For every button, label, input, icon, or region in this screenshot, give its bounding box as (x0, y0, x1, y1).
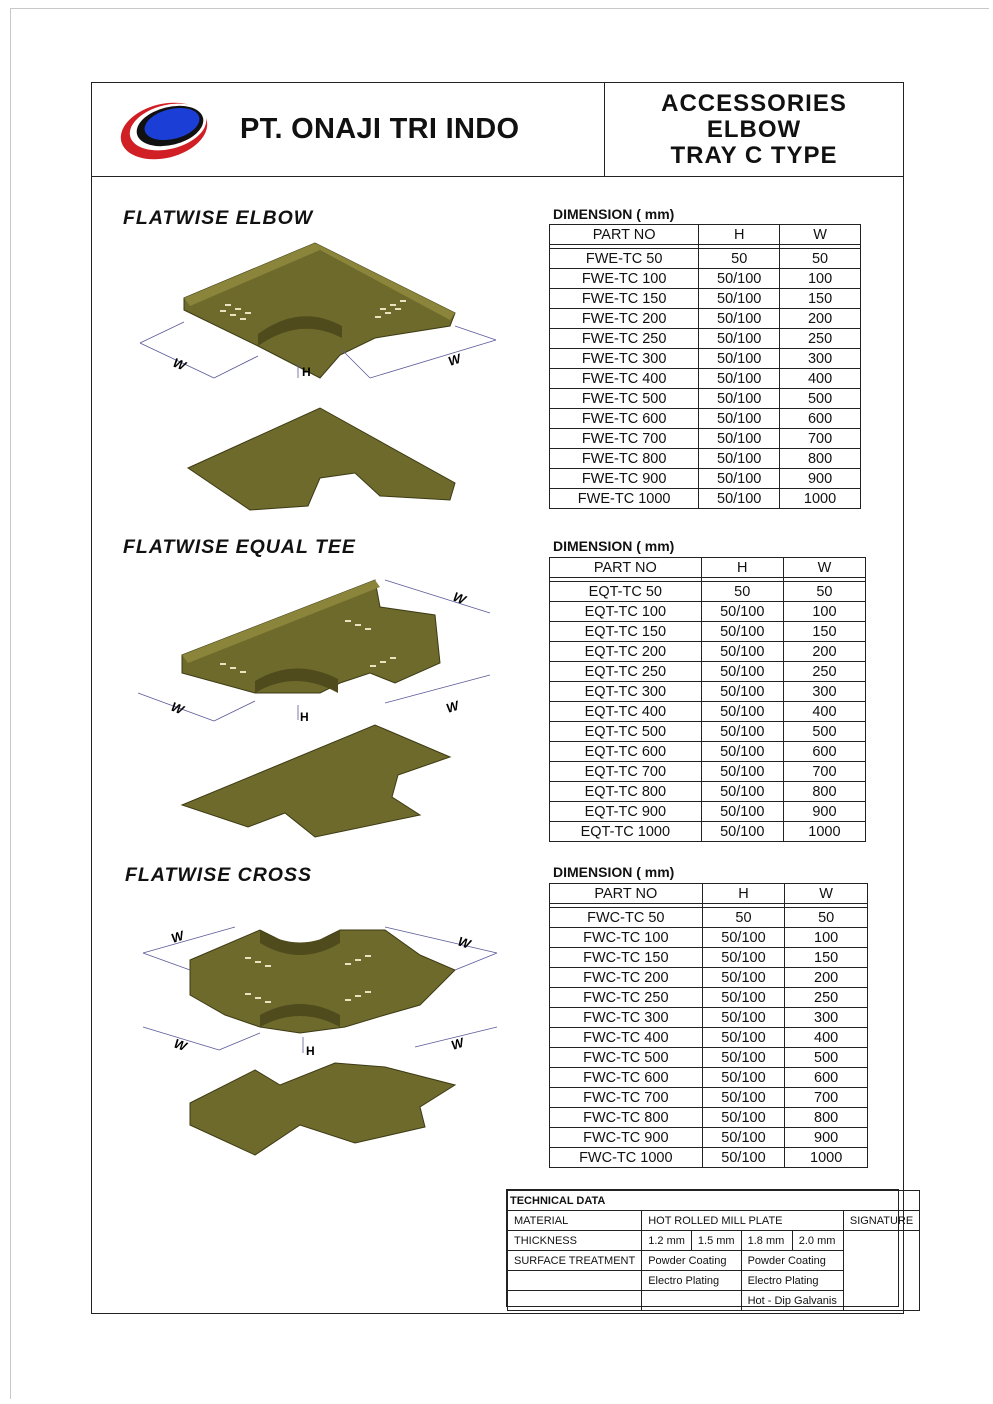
height-cell: 50/100 (701, 802, 783, 822)
table-row (550, 489, 861, 509)
table-row (550, 908, 868, 928)
part-no-cell: FWE-TC 200 (550, 309, 699, 329)
width-mark: W (446, 350, 463, 369)
part-no-cell: FWE-TC 100 (550, 269, 699, 289)
height-cell: 50/100 (702, 968, 785, 988)
height-cell: 50/100 (699, 389, 780, 409)
surface-treatment-label: SURFACE TREATMENT (508, 1251, 642, 1271)
table-row (550, 1128, 868, 1148)
table-row (550, 822, 866, 842)
height-cell: 50/100 (702, 1048, 785, 1068)
table-row (550, 469, 861, 489)
empty-cell (508, 1271, 642, 1291)
flatwise-cross-illustration (135, 915, 510, 1165)
part-no-cell: FWC-TC 600 (550, 1068, 703, 1088)
part-no-cell: EQT-TC 200 (550, 642, 702, 662)
width-cell: 300 (783, 682, 865, 702)
flatwise-elbow-illustration (130, 238, 510, 518)
part-no-cell: FWC-TC 500 (550, 1048, 703, 1068)
height-cell: 50/100 (701, 762, 783, 782)
part-no-cell: FWE-TC 50 (550, 249, 699, 269)
technical-data-box (506, 1189, 914, 1307)
table-row (550, 1088, 868, 1108)
width-cell: 700 (785, 1088, 868, 1108)
height-cell: 50/100 (699, 329, 780, 349)
width-cell: 50 (783, 582, 865, 602)
part-no-cell: FWE-TC 300 (550, 349, 699, 369)
height-cell: 50/100 (701, 642, 783, 662)
material-value: HOT ROLLED MILL PLATE (642, 1211, 844, 1231)
height-cell: 50/100 (702, 928, 785, 948)
dimension-label-cross: DIMENSION ( mm) (553, 864, 675, 880)
table-header-row (550, 558, 866, 578)
height-cell: 50/100 (701, 822, 783, 842)
thickness-label: THICKNESS (508, 1231, 642, 1251)
table-row (550, 409, 861, 429)
table-row (550, 602, 866, 622)
column-header: W (783, 558, 865, 578)
width-cell: 600 (785, 1068, 868, 1088)
width-cell: 600 (783, 742, 865, 762)
table-row (550, 702, 866, 722)
signature-label: SIGNATURE (843, 1211, 919, 1231)
table-row (550, 449, 861, 469)
table-row (550, 349, 861, 369)
thickness-value: 1.5 mm (691, 1231, 741, 1251)
height-cell: 50/100 (701, 622, 783, 642)
part-no-cell: FWC-TC 900 (550, 1128, 703, 1148)
tee-tray-drawing (182, 580, 440, 693)
column-header: W (785, 884, 868, 904)
width-mark: W (449, 1034, 466, 1053)
part-no-cell: FWE-TC 150 (550, 289, 699, 309)
table-row (550, 582, 866, 602)
dimension-label-elbow: DIMENSION ( mm) (553, 206, 675, 222)
width-mark: W (456, 933, 473, 952)
part-no-cell: EQT-TC 500 (550, 722, 702, 742)
width-cell: 100 (783, 602, 865, 622)
technical-data-table (507, 1190, 920, 1311)
table-row (550, 802, 866, 822)
height-cell: 50/100 (702, 1128, 785, 1148)
table-row (550, 1068, 868, 1088)
column-header: PART NO (550, 558, 702, 578)
cross-tray-drawing (190, 930, 455, 1033)
width-cell: 150 (780, 289, 861, 309)
table-row (550, 1048, 868, 1068)
part-no-cell: FWE-TC 700 (550, 429, 699, 449)
width-cell: 100 (780, 269, 861, 289)
surface-option: Hot - Dip Galvanis (741, 1291, 843, 1311)
section-title-cross: FLATWISE CROSS (125, 864, 312, 886)
part-no-cell: EQT-TC 150 (550, 622, 702, 642)
table-row (550, 742, 866, 762)
table-row (550, 1008, 868, 1028)
thickness-value: 2.0 mm (792, 1231, 843, 1251)
part-no-cell: FWE-TC 600 (550, 409, 699, 429)
table-row (550, 1028, 868, 1048)
width-cell: 1000 (780, 489, 861, 509)
width-cell: 1000 (783, 822, 865, 842)
table-row (550, 389, 861, 409)
part-no-cell: FWC-TC 100 (550, 928, 703, 948)
header (92, 83, 903, 177)
part-no-cell: EQT-TC 1000 (550, 822, 702, 842)
width-mark: W (444, 697, 461, 716)
width-cell: 250 (780, 329, 861, 349)
width-cell: 800 (785, 1108, 868, 1128)
height-cell: 50/100 (699, 429, 780, 449)
column-header: PART NO (550, 225, 699, 245)
table-row (550, 782, 866, 802)
table-row (550, 249, 861, 269)
elbow-tray-drawing (184, 243, 455, 378)
signature-area (843, 1231, 919, 1311)
width-cell: 900 (783, 802, 865, 822)
height-cell: 50/100 (699, 309, 780, 329)
table-row (550, 642, 866, 662)
width-cell: 600 (780, 409, 861, 429)
surface-option: Electro Plating (642, 1271, 741, 1291)
material-label: MATERIAL (508, 1211, 642, 1231)
height-cell: 50/100 (699, 269, 780, 289)
height-cell: 50/100 (701, 662, 783, 682)
tee-plate-drawing (182, 725, 450, 837)
height-cell: 50/100 (701, 702, 783, 722)
width-cell: 900 (785, 1128, 868, 1148)
height-cell: 50/100 (702, 988, 785, 1008)
dimension-table-tee (549, 557, 866, 842)
surface-option: Powder Coating (741, 1251, 843, 1271)
width-cell: 50 (785, 908, 868, 928)
width-cell: 200 (780, 309, 861, 329)
width-cell: 500 (780, 389, 861, 409)
table-row (550, 722, 866, 742)
height-cell: 50/100 (702, 1088, 785, 1108)
height-cell: 50/100 (699, 449, 780, 469)
height-cell: 50/100 (701, 722, 783, 742)
part-no-cell: EQT-TC 600 (550, 742, 702, 762)
header-company-cell (92, 83, 605, 176)
doc-title-line-1: ACCESSORIES (661, 90, 847, 117)
table-row (550, 662, 866, 682)
column-header: PART NO (550, 884, 703, 904)
table-row (550, 948, 868, 968)
part-no-cell: FWC-TC 300 (550, 1008, 703, 1028)
height-cell: 50/100 (701, 782, 783, 802)
surface-option: Powder Coating (642, 1251, 741, 1271)
part-no-cell: FWC-TC 400 (550, 1028, 703, 1048)
width-mark: W (168, 698, 186, 718)
width-cell: 150 (783, 622, 865, 642)
company-logo-icon (114, 93, 224, 165)
elbow-plate-drawing (188, 408, 455, 510)
flatwise-tee-illustration (130, 575, 510, 845)
table-row (550, 309, 861, 329)
section-title-tee: FLATWISE EQUAL TEE (123, 536, 356, 558)
part-no-cell: FWC-TC 200 (550, 968, 703, 988)
width-cell: 100 (785, 928, 868, 948)
width-cell: 200 (785, 968, 868, 988)
technical-data-title: TECHNICAL DATA (508, 1191, 920, 1211)
height-cell: 50/100 (701, 742, 783, 762)
width-cell: 200 (783, 642, 865, 662)
column-header: H (701, 558, 783, 578)
table-row (550, 988, 868, 1008)
height-cell: 50/100 (702, 1108, 785, 1128)
height-cell: 50/100 (699, 369, 780, 389)
height-cell: 50 (699, 249, 780, 269)
part-no-cell: FWE-TC 1000 (550, 489, 699, 509)
part-no-cell: EQT-TC 800 (550, 782, 702, 802)
width-cell: 800 (783, 782, 865, 802)
thickness-value: 1.8 mm (741, 1231, 792, 1251)
table-row (550, 1108, 868, 1128)
height-cell: 50 (702, 908, 785, 928)
part-no-cell: FWC-TC 800 (550, 1108, 703, 1128)
part-no-cell: FWC-TC 700 (550, 1088, 703, 1108)
width-cell: 400 (785, 1028, 868, 1048)
height-cell: 50/100 (699, 349, 780, 369)
cross-plate-drawing (190, 1063, 455, 1155)
table-header-row (550, 884, 868, 904)
surface-option (642, 1291, 741, 1311)
dimension-label-tee: DIMENSION ( mm) (553, 538, 675, 554)
width-cell: 400 (783, 702, 865, 722)
table-row (550, 762, 866, 782)
height-cell: 50/100 (702, 1068, 785, 1088)
width-mark: W (450, 588, 468, 608)
height-cell: 50/100 (702, 1148, 785, 1168)
doc-title-line-2: ELBOW (706, 116, 802, 143)
width-cell: 700 (783, 762, 865, 782)
part-no-cell: FWE-TC 250 (550, 329, 699, 349)
width-cell: 300 (785, 1008, 868, 1028)
width-mark: W (169, 927, 186, 946)
empty-cell (508, 1291, 642, 1311)
height-cell: 50 (701, 582, 783, 602)
part-no-cell: FWE-TC 900 (550, 469, 699, 489)
width-cell: 400 (780, 369, 861, 389)
table-row (550, 269, 861, 289)
width-cell: 150 (785, 948, 868, 968)
part-no-cell: FWE-TC 800 (550, 449, 699, 469)
part-no-cell: EQT-TC 50 (550, 582, 702, 602)
height-cell: 50/100 (702, 1028, 785, 1048)
part-no-cell: FWC-TC 150 (550, 948, 703, 968)
width-cell: 500 (785, 1048, 868, 1068)
part-no-cell: FWC-TC 50 (550, 908, 703, 928)
part-no-cell: EQT-TC 700 (550, 762, 702, 782)
section-title-elbow: FLATWISE ELBOW (123, 207, 314, 229)
part-no-cell: FWE-TC 500 (550, 389, 699, 409)
part-no-cell: EQT-TC 300 (550, 682, 702, 702)
height-cell: 50/100 (699, 289, 780, 309)
width-cell: 500 (783, 722, 865, 742)
height-cell: 50/100 (699, 489, 780, 509)
part-no-cell: FWC-TC 250 (550, 988, 703, 1008)
doc-title-line-3: TRAY C TYPE (670, 142, 838, 169)
height-cell: 50/100 (699, 469, 780, 489)
table-row (550, 968, 868, 988)
height-cell: 50/100 (702, 1008, 785, 1028)
width-mark: W (171, 1035, 189, 1055)
width-cell: 50 (780, 249, 861, 269)
table-row (550, 289, 861, 309)
width-cell: 800 (780, 449, 861, 469)
table-row (550, 928, 868, 948)
column-header: H (702, 884, 785, 904)
width-cell: 250 (785, 988, 868, 1008)
part-no-cell: FWE-TC 400 (550, 369, 699, 389)
table-row (550, 622, 866, 642)
column-header: W (780, 225, 861, 245)
width-cell: 250 (783, 662, 865, 682)
table-row (550, 329, 861, 349)
surface-option: Electro Plating (741, 1271, 843, 1291)
table-row (550, 1148, 868, 1168)
width-mark: W (170, 354, 188, 374)
table-header-row (550, 225, 861, 245)
dimension-table-elbow (549, 224, 861, 509)
width-cell: 300 (780, 349, 861, 369)
dimension-table-cross (549, 883, 868, 1168)
column-header: H (699, 225, 780, 245)
company-name: PT. ONAJI TRI INDO (240, 113, 520, 145)
height-cell: 50/100 (701, 602, 783, 622)
height-cell: 50/100 (702, 948, 785, 968)
width-cell: 1000 (785, 1148, 868, 1168)
part-no-cell: EQT-TC 900 (550, 802, 702, 822)
table-row (550, 682, 866, 702)
part-no-cell: EQT-TC 400 (550, 702, 702, 722)
height-cell: 50/100 (699, 409, 780, 429)
table-row (550, 429, 861, 449)
height-cell: 50/100 (701, 682, 783, 702)
height-mark: H (300, 710, 309, 724)
part-no-cell: EQT-TC 250 (550, 662, 702, 682)
width-cell: 900 (780, 469, 861, 489)
width-cell: 700 (780, 429, 861, 449)
height-mark: H (306, 1044, 315, 1058)
height-mark: H (302, 365, 311, 379)
thickness-value: 1.2 mm (642, 1231, 692, 1251)
table-row (550, 369, 861, 389)
part-no-cell: EQT-TC 100 (550, 602, 702, 622)
header-title-cell (604, 83, 904, 176)
part-no-cell: FWC-TC 1000 (550, 1148, 703, 1168)
